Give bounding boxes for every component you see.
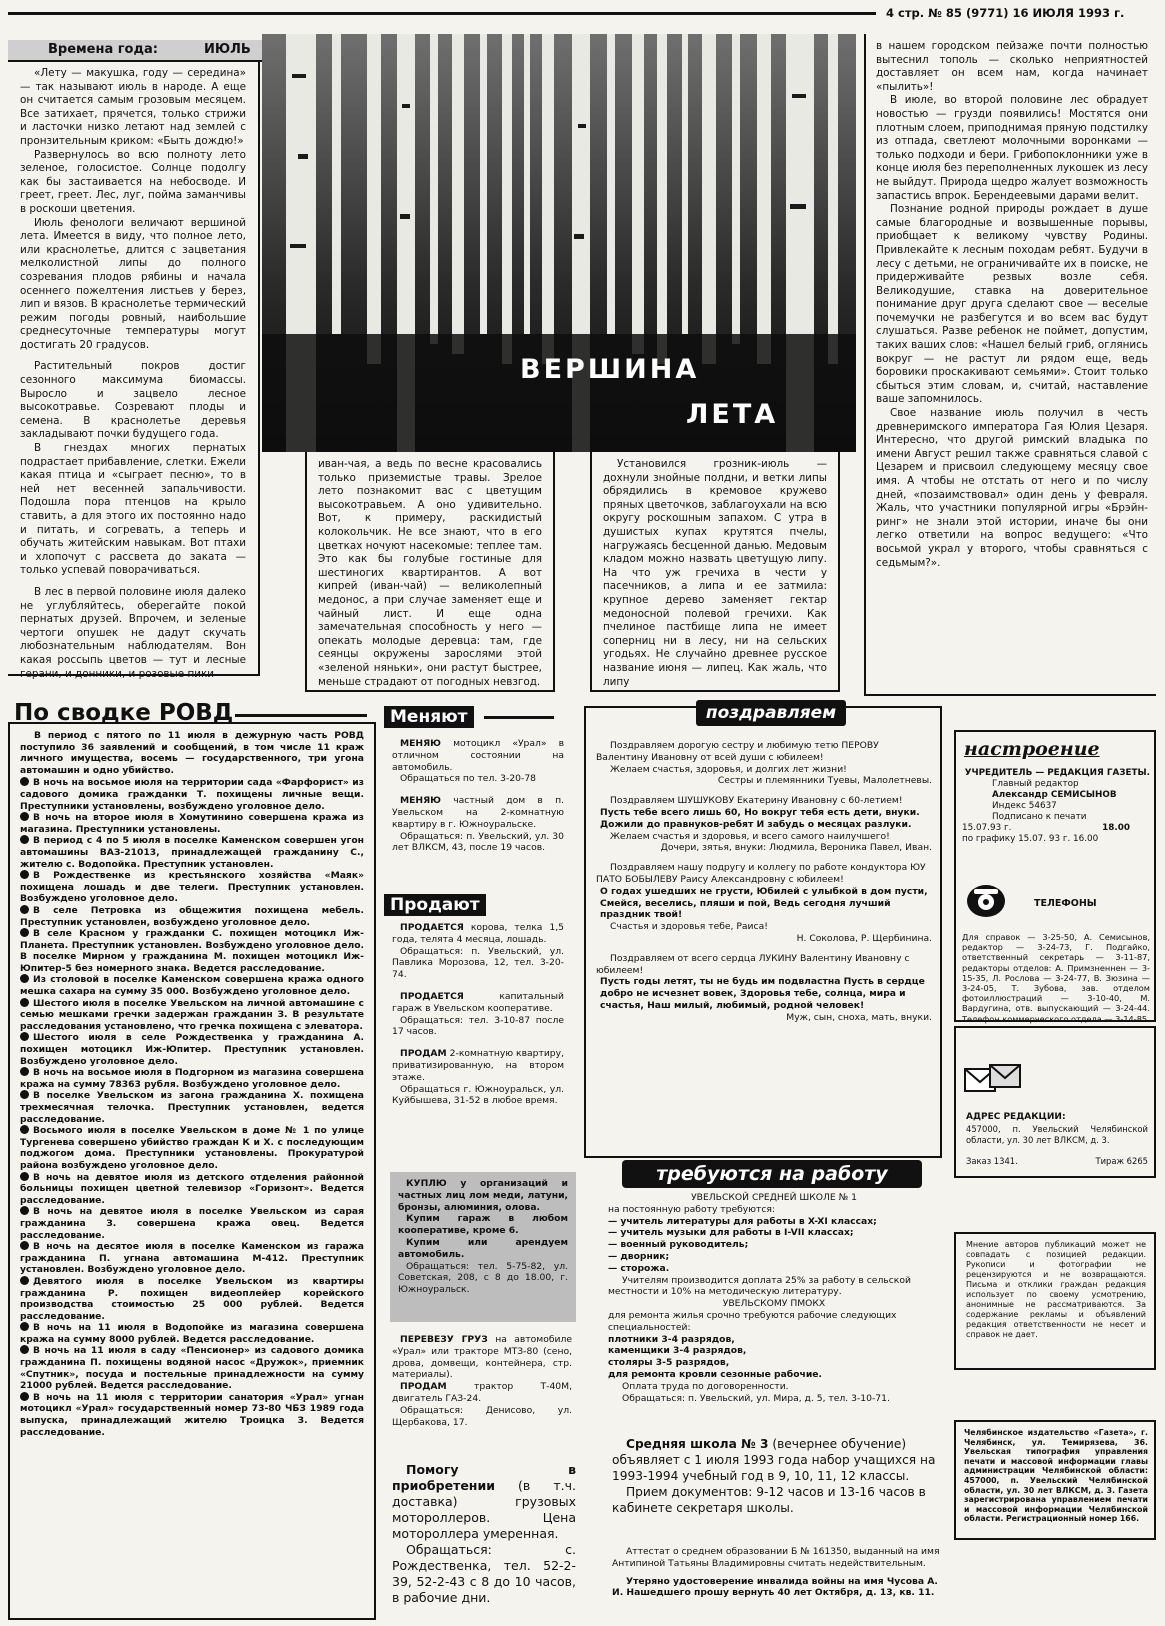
phones-title: ТЕЛЕФОНЫ [1034,898,1097,909]
school-item: — учитель литературы для работы в X-XI классах; [608,1215,877,1227]
pmk-intro: для ремонта жилья срочно требуются рабочие следующих специальностей: [608,1309,897,1333]
school-item: — дворник; [608,1250,670,1262]
paragraph: Развернулось во всю полноту лето зеленое, голосистое. Солнце подолгу как бы застаивается на небосводе. И греет, греет. Лес, луг, пойма заманчивы в роскоши цветения. [20,148,246,215]
ad-contact: Обращаться: п. Увельский, ул. 30 лет ВЛКСМ, 43, после 19 часов. [392,830,564,854]
rovd-item [20,1241,364,1276]
congrats-poem: Желаем счастья, здоровья, и долгих лет жизни! [610,763,847,775]
season-rubric [8,40,262,62]
paragraph: в нашем городском пейзаже почти полностью вытеснил тополь — сколько неприятностей доставляет он всем нам, когда начинает «пылить»! [876,40,1148,93]
congrats-poem: Пусть тебе всего лишь 60, Но вокруг тебя есть дети, внуки. Дожили до правнуков-ребят И забудь о месяцах разлуки. [600,806,920,830]
bullet-icon [20,1206,29,1215]
ad-lead: Помогу в приобретении [392,1462,576,1493]
bullet-icon [20,1090,29,1099]
rovd-body [20,730,364,1612]
imprint-schedule: по графику 15.07. 93 г. 16.00 [962,834,1099,844]
school3-lead: Средняя школа № 3 [626,1437,769,1451]
rovd-title: По сводке РОВД [14,700,234,726]
congrats-block [596,953,932,1024]
rovd-title-rule [235,714,367,717]
ad-item [392,1334,572,1381]
ad-item [392,738,564,773]
imprint-logo: настроение [964,738,1100,760]
bullet-icon [20,1276,29,1285]
rovd-item-text: Из столовой в поселке Каменском совершена кража одного мешка сахара на сумму 35 000. Возбуждено уголовное дело. [20,974,364,998]
rovd-item-text: В ночь на десятое июля в поселке Каменском из гаража гражданина П. угнана автомашина М-412. Преступник установлен. Возбуждено уголовное дело. [20,1241,364,1276]
ad-lead: МЕНЯЮ [400,795,441,807]
congrats-block [596,862,932,945]
rovd-item-text: В период с 4 по 5 июля в поселке Каменском совершен угон автомашины ВАЗ-21013, принадлежащей гражданину С., жителю с. Водопойка. Преступник установлен. [20,835,364,870]
rovd-item-text: В Рождественке из крестьянского хозяйства «Маяк» похищена лошадь и две телеги. Преступник установлен. Возбуждено уголовное дело. [20,870,364,905]
paragraph: В июле, во второй половине лес обрадует новостью — грузди появились! Мостятся они плотным слоем, приподнимая пряную подстилку из отпада, светлеют молочными воронками — только подходи и бери. Грибопоклонники уже в конце июля без переполненных лукошек из лесу не выйдут. Природа щедро жалует возможность запастись впрок. Берендеевыми дарами велит. [876,94,1148,202]
rovd-item [20,835,364,870]
imprint-founder: УЧРЕДИТЕЛЬ — РЕДАКЦИЯ ГАЗЕТЫ. [964,768,1150,778]
bullet-icon [20,1032,29,1041]
rubric-month: ИЮЛЬ [204,42,251,57]
school3-text: (вечернее обучение) объявляет с 1 июля 1993 года набор учащихся на 1993-1994 учебный год в 9, 10, 11, 12 классы. [612,1437,936,1483]
ad-item [392,1381,572,1405]
pmk-contact: Обращаться: п. Увельский, ул. Мира, д. 5, тел. 3-10-71. [622,1392,890,1404]
lost-notices [612,1546,940,1620]
sell-heading [384,894,554,918]
jobs-title-banner [622,1160,922,1188]
imprint-signed: Подписано к печати [992,812,1087,822]
ad-contact: Обращаться: тел. 3-10-87 после 17 часов. [392,1014,564,1038]
ad-text: капитальный гараж в Увельском кооперативе. [392,990,564,1014]
school-title: УВЕЛЬСКОЙ СРЕДНЕЙ ШКОЛЕ № 1 [691,1192,857,1203]
buy-text-2: Купим гараж в любом кооперативе, кроме 6. [398,1213,568,1237]
jobs-body [608,1192,940,1432]
rovd-item [20,998,364,1033]
rovd-item [20,1172,364,1207]
paragraph: Познание родной природы рождает в душе самые благородные и возвышенные порывы, приобщает к великому чувству Родины. Привлекайте к лесным походам ребят. Будучи в лесу с детьми, не ограничивайте их в поиске, не придерживайте резвых возле себя. Великодушие, ставка на доверительное понимание друг друга сделают свое — веселые почемучки не разбегутся и во всем вас будут слушаться. Разве ребенок не поймет, допустим, таких ваших слов: «Нашел белый гриб, оглянись вокруг — не растут ли рядом еще, ведь боровики проскакивают семьями». Стоит только сбыться этим словам, и, считай, наставление ваше запомнилось. [876,203,1148,406]
paragraph: Июль фенологи величают вершиной лета. Имеется в виду, что полное лето, или краснолетье, длится с зацветания мелколистной липы до полного созревания плодов рябины и начала осеннего пожелтения листьев у берез, лип и вязов. В краснолетье термический режим погоды ровный, наибольшие среднесуточные температуры могут достигать 20 градусов. [20,216,246,351]
transport-ad [392,1334,572,1454]
bullet-icon [20,928,29,937]
disclaimer-text: Мнение авторов публикаций может не совпадать с позицией редакции. Рукописи и фотографии не рецензируются и не возвращаются. Письма и отклики граждан редакция использует по своему усмотрению, анонимные не рассматриваются. За содержание рекламы и объявлений редакция ответственности не несет и справок не дает. [966,1240,1146,1339]
rovd-item-text: В ночь на 11 июля с территории санатория «Урал» угнан мотоцикл «Урал» государственный номер 73-80 ЧБЗ 1989 года выпуска, принадлежащий жителю Троицка З. Ведется расследование. [20,1391,364,1438]
ad-item [392,1048,564,1083]
buy-text-3: Купим или арендуем автомобиль. [398,1236,568,1260]
season-column-3 [603,458,827,686]
bullet-icon [20,998,29,1007]
imprint-index: Индекс 54637 [992,801,1057,811]
envelope-icon-svg [964,1064,1022,1094]
bullet-icon [20,1345,29,1354]
bullet-icon [20,1067,29,1076]
bullet-icon [20,870,29,879]
school3-ad [612,1436,940,1534]
paragraph: Свое название июль получил в честь древнеримского императора Гая Юлия Цезаря. Интересно, что другой римский владыка по имени Август решил также сравняться славой с Цезарем и присвоил следующему месяцу свое имя. А чтобы не отстать от него и по числу дней, «позаимствовал» один день у февраля. Жаль, что участники популярной игры «Брэйн-ринг» не знали этой истории, иначе бы они легко ответили на вопрос ведущего: «Что восьмой украл у второго, чтобы сравняться с седьмым?». [876,407,1148,569]
rovd-item [20,974,364,997]
school-item: — сторожа. [608,1262,670,1274]
congrats-head: Поздравляем нашу подругу и коллегу по работе кондуктора ЮУ ПАТО БОБЫЛЕВУ Раису Александровну с юбилеем! [596,862,926,885]
rovd-item [20,1206,364,1241]
print-run: Тираж 6265 [1095,1156,1148,1166]
jobs-title: требуются на работу [656,1163,888,1185]
congrats-head: Поздравляем от всего сердца ЛУКИНУ Валентину Ивановну с юбилеем! [596,952,910,976]
rovd-item-text: Девятого июля в поселке Увельском из квартиры гражданина Р. похищен видеоплейер корейского производства стоимостью 25 000 рублей. Ведется расследование. [20,1275,364,1322]
exchange-rule [484,716,554,719]
rovd-item-text: В ночь на девятое июля из детского отделения районной больницы похищен цветной телевизор «Горизонт». Ведется расследование. [20,1171,364,1206]
rovd-item-text: В поселке Увельском из загона гражданина Х. похищена трехмесячная телочка. Преступник установлен, ведется расследование. [20,1090,364,1125]
pmk-item: для ремонта кровли сезонные рабочие. [608,1368,822,1380]
pmk-item: столяры 3-5 разрядов, [608,1357,730,1369]
rovd-item-text: Шестого июля в поселке Увельском на личной автомашине с семью мешками гречки задержан гражданин З. В результате расследования установлено, что гречка похищена с элеватора. [20,997,364,1032]
imprint-signed-row [962,823,1150,834]
rovd-item [20,1125,364,1171]
rovd-item [20,812,364,835]
telephone-icon-svg [966,884,1006,918]
season-column-2 [318,458,542,686]
imprint-signed-time: 18.00 [1102,823,1130,833]
congrats-block [596,740,932,787]
help-ad [392,1462,576,1620]
buy-box [390,1172,576,1322]
season-column-4 [876,40,1148,690]
rovd-item [20,1090,364,1125]
ad-contact: Обращаться г. Южноуральск, ул. Куйбышева, 31-52 в любое время. [392,1083,564,1107]
rovd-item-text: В ночь на девятое июля в поселке Увельском из сарая гражданина З. совершена кража овец. Ведется расследование. [20,1206,364,1241]
ad-lead: ПЕРЕВЕЗУ ГРУЗ [400,1334,488,1345]
school-item: — военный руководитель; [608,1239,749,1251]
congrats-head: Поздравляем ШУШУКОВУ Екатерину Ивановну с 60-летием! [610,795,903,807]
ad-contact: Обращаться по тел. 3-20-78 [400,773,537,785]
ad-item [612,1436,940,1484]
school-item: — учитель музыки для работы в I-VII классах; [608,1227,854,1239]
headline-line-1: ВЕРШИНА [520,354,700,385]
imprint-editor-name: Александр СЕМИСЫНОВ [992,790,1117,800]
rovd-item-text: В ночь на 11 июля в Водопойке из магазина совершена кража на сумму 8000 рублей. Ведется расследование. [20,1322,364,1345]
exchange-title: Меняют [384,706,474,728]
imprint-editor-title: Главный редактор [992,779,1079,789]
congrats-title: поздравляем [705,703,837,723]
rovd-item-text: В селе Петровка из общежития похищена мебель. Преступник установлен, возбуждено уголовное дело. [20,904,364,928]
ad-contact: Обращаться: п. Увельский, ул. Павлика Морозова, 12, тел. 3-20-74. [392,945,564,981]
birch-forest-image [262,34,856,452]
ad-lead: ПРОДАЕТСЯ [400,922,464,933]
lost-notice: Аттестат о среднем образовании Б № 161350, выданный на имя Антипиной Татьяны Владимировны считать недействительным. [612,1546,940,1569]
ad-item [392,922,564,946]
ad-contact: Обращаться: с. Рождественка, тел. 52-2-39, 52-2-43 с 8 до 10 часов, в рабочие дни. [392,1542,576,1605]
publisher-text: Челябинское издательство «Газета», г. Челябинск, ул. Темирязева, 36. Увельская типография управления печати и массовой информации главы администрации Челябинской области: 457000, п. Увельский Челябинской области, ул. 30 лет ВЛКСМ, д. 3. Газета зарегистрирована управлением печати и массовой информации Челябинской области. Регистрационный номер 166. [964,1428,1148,1524]
masthead-line: 4 стр. № 85 (9771) 16 ИЮЛЯ 1993 г. [886,6,1125,20]
address-title: АДРЕС РЕДАКЦИИ: [966,1112,1066,1122]
telephone-icon [966,884,1006,918]
congrats-wish: Желаем счастья и здоровья, и всего самого наилучшего! [610,830,890,842]
order-number: Заказ 1341. [966,1156,1018,1166]
phones-text: Для справок — 3-25-50, А. Семисынов, редактор — 3-24-73, Г. Подгайко, ответственный секретарь — 3-11-87, редакторы отделов: А. Примзненнен — 3-15-35, Л. Рослова — 3-24-77, В. Зюзина — 3-24-05, Т. Зубова, зав. отделом фотоиллюстраций — 3-10-40, М. Вардугина, отв. выпускающий — 3-24-44. Телефон коммерческого отдела — 3-14-85. [962,932,1150,1024]
headline-line-2: ЛЕТА [686,399,779,430]
ad-item [392,795,564,830]
bullet-icon [20,1125,29,1134]
rovd-intro: В период с пятого по 11 июля в дежурную часть РОВД поступило 36 заявлений и сообщений, в том числе 11 краж личного имущества, восемь — государственного, три угона автомашин и одно убийство. [20,730,364,776]
rovd-item-text: В ночь на восьмое июля в Подгорном из магазина совершена кража на сумму 78363 рубля. Возбуждено уголовное дело. [20,1067,364,1090]
buy-text-1: КУПЛЮ у организаций и частных лиц лом меди, латуни, бронзы, алюминия, олова. [398,1178,568,1213]
imprint-signed-date: 15.07.93 г. [962,823,1012,833]
rovd-item [20,928,364,974]
bullet-icon [20,905,29,914]
rovd-item [20,1392,364,1438]
sell-list [392,922,564,1160]
ad-text: 2-комнатную квартиру, приватизированную, на втором этаже. [392,1048,564,1083]
pmk-item: каменщики 3-4 разрядов, [608,1345,747,1357]
ad-contact: Обращаться: Денисово, ул. Щербакова, 17. [392,1404,572,1428]
sell-title: Продают [384,894,486,916]
ad-text: трактор Т-40М, двигатель ГАЗ-24. [392,1381,572,1404]
buy-contact: Обращаться: тел. 5-75-82, ул. Советская, 208, с 8 до 18.00, г. Южноуральск. [398,1260,568,1296]
ad-lead: ПРОДАЕТСЯ [400,990,464,1002]
pmk-note: Оплата труда по договоренности. [622,1380,789,1392]
congrats-head: Поздравляем дорогую сестру и любимую тетю ПЕРОВУ Валентину Ивановну от всей души с юбилеем! [596,740,879,763]
school-note: Учителям производится доплата 25% за работу в сельской местности и 10% на методическую литературу. [608,1274,911,1298]
exchange-heading [384,706,554,730]
congrats-poem: О годах ушедших не грусти, Юбилей с улыбкой в дом пусти, Смейся, веселись, пляши и пой, Ведь сегодня лучший праздник твой! [600,885,928,921]
pmk-item: плотники 3-4 разрядов, [608,1333,735,1345]
rubric-label: Времена года: [48,42,158,57]
congrats-title-banner [696,700,846,726]
rovd-item [20,1276,364,1322]
rovd-item [20,1345,364,1391]
rovd-item-text: В ночь на восьмое июля на территории сада «Фарфорист» из садового домика гражданки Т. похищены личные вещи. Преступники установлены, возбуждено уголовное дело. [20,777,364,812]
congrats-sign: Сестры и племянники Туевы, Малолетневы. [717,775,932,787]
school-intro: на постоянную работу требуются: [608,1203,775,1215]
envelope-icon [964,1064,1022,1094]
rovd-item [20,1067,364,1090]
bullet-icon [20,1392,29,1401]
ad-item [392,991,564,1015]
congrats-sign: Дочери, зятья, внуки: Людмила, Вероника Павел, Иван. [660,842,932,854]
rovd-item [20,905,364,928]
congrats-wish: Счастья и здоровья тебе, Раиса! [610,921,768,933]
rovd-item-text: В ночь на 11 июля в саду «Пенсионер» из садового домика гражданина П. похищены водяной насос «Дружок», приемник «Спутник», посуда и постельные принадлежности на сумму 21000 рублей. Ведется расследование. [20,1345,364,1392]
ad-text: (в т.ч. доставка) грузовых мотороллеров. Цена мотороллера умеренная. [392,1478,576,1541]
top-rule [8,12,876,15]
rovd-item-text: Шестого июля в селе Рождественка у гражданина А. похищен мотоцикл Иж-Юпитер. Преступник установлен. Возбуждено уголовное дело. [20,1032,364,1067]
rovd-item [20,777,364,812]
lost-notice: Утеряно удостоверение инвалида войны на имя Чусова А. И. Нашедшего прошу вернуть 40 лет Октября, д. 13, кв. 11. [612,1575,938,1599]
rovd-list [20,777,364,1438]
ad-text: корова, телка 1,5 года, телята 4 месяца, лошадь. [392,922,564,945]
congrats-block [596,795,932,854]
congrats-poem: Пусть годы летят, ты не будь им подвластна Пусть в сердце добро не исчезнет вовек, Здоровья тебе, солнца, мира и счастья, Наш милый, любимый, родной человек! [600,976,925,1011]
rovd-item-text: Восьмого июля в поселке Увельском в доме № 1 по улице Тургенева совершено убийство граждан К и Х. с последующим поджогом дома. Преступники установлены. Прокуратурой района возбуждено уголовное дело. [20,1125,364,1171]
bullet-icon [20,777,29,786]
ad-text: на автомобиле «Урал» или тракторе МТЗ-80 (сено, дрова, домвещи, контейнера, стр. материалы). [392,1334,573,1381]
rovd-item-text: В ночь на второе июля в Хомутинино совершена кража из магазина. Преступники установлены. [20,812,364,835]
bullet-icon [20,974,29,983]
rovd-item [20,870,364,905]
bullet-icon [20,835,29,844]
paragraph: Установился грозник-июль — дохнули знойные полдни, и ветки липы обрядились в кремовое кружево пряных цветочков, заблагоухали на всю округу роскошным запахом. С утра в душистых купах крутятся пчелы, нагружаясь бесценной данью. Медовым кладом можно назвать цветущую липу. На что уж гречиха в чести у пасечников, а липа и ее затмила: крупное дерево заменяет гектар медоносной полевой гречихи. Как пчелиное пастбище липа не имеет соперниц ни в лесу, ни на сельских угодьях. Не случайно древнее русское название июня — липец. Как жаль, что липу [603,458,827,688]
paragraph: В гнездах многих пернатых подрастает прибавление, слетки. Ежели какая птица и «сыграет песню», то в ней нет весенней запальчивости. Подошла пора птенцов на крыло ставить, а для этого их постоянно надо и питать, и согревать, а теперь и обучать житейским навыкам. Вот птахи и хлопочут с рассвета до заката — только успевай поворачиваться. [20,442,246,577]
ad-lead: МЕНЯЮ [400,738,441,749]
ad-lead: ПРОДАМ [400,1381,447,1393]
paragraph: «Лету — макушка, году — середина» — так называют июль в народе. А еще он считается самым грозовым месяцем. Все затихает, прячется, только стрижи и ласточки низко летают над землей с пронзительным криком: «Быть дождю!» [20,67,246,147]
school3-docs: Прием документов: 9-12 часов и 13-16 часов в кабинете секретаря школы. [612,1485,926,1515]
exchange-list [392,738,564,888]
paragraph: В лес в первой половине июля далеко не углубляйтесь, оберегайте покой пернатых друзей. Впрочем, и зеленые чертоги опушек не дадут скучать любознательным наблюдателям. Вон какая россыпь цветов — тут и лесные герани, и донники, и розовые пики [20,585,246,680]
season-column-1 [20,67,246,680]
bullet-icon [20,1241,29,1250]
ad-lead: ПРОДАМ [400,1048,447,1060]
bullet-icon [20,1172,29,1181]
ad-text: частный дом в п. Увельском на 2-комнатную квартиру в г. Южноуральске. [392,795,565,830]
rovd-item [20,1322,364,1345]
bullet-icon [20,1322,29,1331]
address-text: 457000, п. Увельский Челябинской области, ул. 30 лет ВЛКСМ, д. 3. [966,1124,1148,1145]
rovd-item-text: В селе Красном у гражданки С. похищен мотоцикл Иж-Планета. Преступник установлен. Возбуждено уголовное дело. В поселке Мирном у гражданина М. похищен мотоцикл Иж-Юпитер-5 без номерного знака. Ведется расследование. [20,928,364,974]
paragraph: Растительный покров достиг сезонного максимума биомассы. Выросло и зацвело лесное высокотравье. Созревают плоды и семена. В краснолетье деревья закладывают почки будущего года. [20,360,246,441]
pmk-title: УВЕЛЬСКОМУ ПМОКХ [722,1298,826,1310]
order-row [966,1156,1148,1168]
imprint-top [962,768,1150,868]
rovd-item [20,1032,364,1067]
birch-forest-photo [262,34,856,452]
congrats-body [596,740,932,1152]
ad-item [392,1462,576,1542]
bullet-icon [20,812,29,821]
ad-text: мотоцикл «Урал» в отличном состоянии на автомобиль. [392,738,564,773]
congrats-sign: Н. Соколова, Р. Щербинина. [796,932,932,944]
congrats-sign: Муж, сын, сноха, мать, внуки. [786,1011,932,1023]
paragraph: иван-чая, а ведь по весне красовались только приземистые травы. Зрелое лето познакомит вас с цветущим высокотравьем. А оно удивительно. Вот, к примеру, раскидистый колокольчик. Не все знают, что в его цветках ночуют насекомые: теплее там. Это как бы голубые гостиные для шестиногих квартирантов. А вот кипрей (иван-чай) — великолепный медонос, а при случае заменяет еще и чайный лист. И еще одна замечательная способность у него — опекать молодые деревца: там, где сеянцы окружены зарослями этой «зеленой няньки», они растут быстрее, меньше страдают от погодных невзгод. [318,458,542,688]
